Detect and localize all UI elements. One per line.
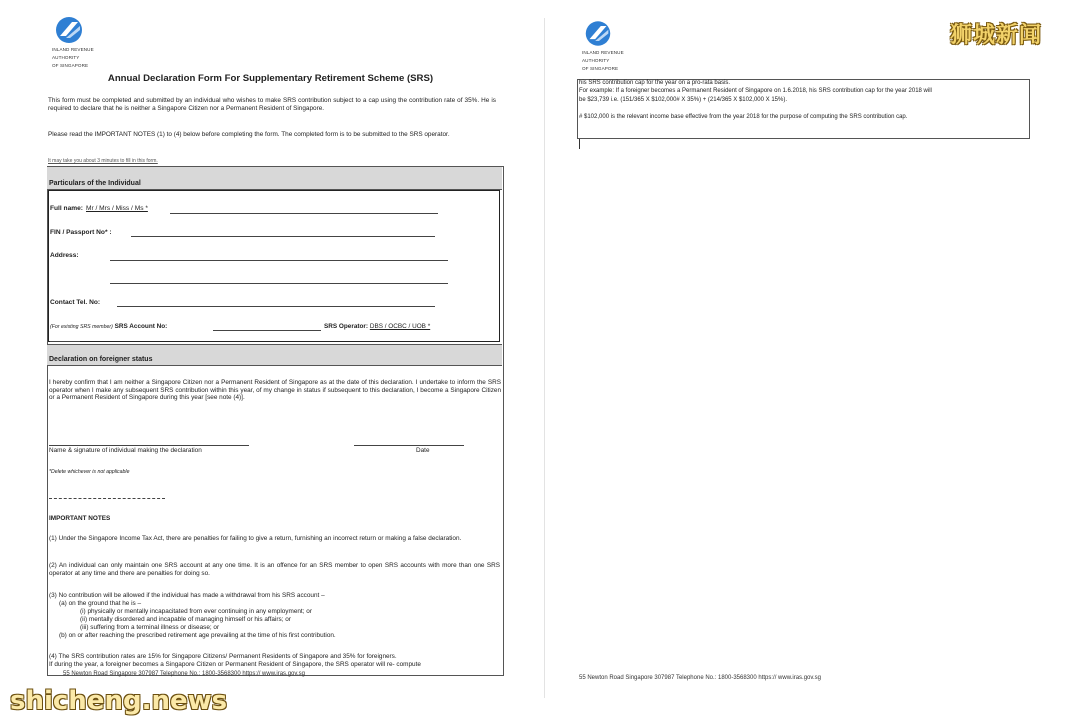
- delete-note: *Delete whichever is not applicable: [49, 469, 130, 475]
- iras-logo-page2: [582, 20, 624, 71]
- full-name-hint: Mr / Mrs / Miss / Ms *: [85, 205, 148, 212]
- page1-footer: 55 Newton Road Singapore 307987 Telephone No.: 1800-3568300 https:// www.iras.gov.sg: [63, 671, 305, 677]
- instructions-paragraph: Please read the IMPORTANT NOTES (1) to (4) below before completing the form. The completed form is to be submitted to the SRS operator.: [48, 131, 450, 138]
- srs-operator-label: SRS Operator:: [324, 323, 369, 330]
- fin-field[interactable]: [50, 229, 112, 236]
- note-2: (2) An individual can only maintain one SRS account at any one time. It is an offence for an SRS member to open SRS accounts with more than one SRS operator at any time and there are penalties for doing so.: [49, 562, 500, 577]
- signature-line[interactable]: [49, 445, 249, 446]
- srs-account-row: [50, 323, 167, 332]
- note-4b: If during the year, a foreigner becomes a Singapore Citizen or Permanent Resident of Singapore, the SRS operator will re- compute: [49, 661, 421, 668]
- page2-line-3: be $23,739 i.e. (151/365 X $102,000# X 35%) + (214/365 X $102,000 X 15%).: [579, 97, 787, 103]
- iras-logo-icon: [52, 16, 86, 44]
- form-title: Annual Declaration Form For Supplementary Retirement Scheme (SRS): [107, 73, 434, 84]
- logo-text-2: AUTHORITY: [52, 55, 80, 60]
- full-name-line[interactable]: [170, 213, 438, 214]
- logo-text-3: OF SINGAPORE: [52, 63, 89, 68]
- logo-text-3: OF SINGAPORE: [582, 66, 619, 71]
- note-4a: (4) The SRS contribution rates are 15% for Singapore Citizens/ Permanent Residents of Singapore and 35% for foreigners.: [49, 653, 397, 660]
- text-cursor: [579, 139, 580, 149]
- iras-logo-icon: [582, 20, 614, 47]
- srs-account-line[interactable]: [213, 330, 321, 331]
- contact-field[interactable]: [50, 299, 100, 306]
- srs-operator-options[interactable]: DBS / OCBC / UOB *: [369, 323, 431, 330]
- note-3a: (a) on the ground that he is –: [59, 600, 142, 607]
- watermark-bottom-left: shicheng.news: [10, 686, 228, 716]
- address-field[interactable]: [50, 252, 79, 259]
- contact-label: Contact Tel. No:: [50, 299, 101, 306]
- srs-operator-row[interactable]: [324, 323, 430, 331]
- full-name-field[interactable]: [50, 205, 148, 212]
- section-particulars-header: [47, 166, 502, 190]
- logo-text-2: AUTHORITY: [582, 58, 610, 63]
- srs-account-label: SRS Account No:: [114, 323, 168, 330]
- address-line-2[interactable]: [110, 283, 448, 284]
- watermark-top-right: 狮城新闻: [950, 23, 1043, 48]
- signature-label: Name & signature of individual making the declaration: [49, 447, 202, 454]
- section-declaration-title: Declaration on foreigner status: [49, 356, 153, 363]
- note-1: (1) Under the Singapore Income Tax Act, there are penalties for failing to give a return, furnishing an incorrect return or making a false declaration.: [49, 535, 462, 542]
- page2-line-4: # $102,000 is the relevant income base effective from the year 2018 for the purpose of computing the SRS contribution cap.: [579, 114, 908, 120]
- page2-footer: 55 Newton Road Singapore 307987 Telephone No.: 1800-3568300 https:// www.iras.gov.sg: [579, 675, 821, 681]
- note-3b: (b) on or after reaching the prescribed retirement age prevailing at the time of his first contribution.: [59, 632, 336, 639]
- page2-line-1: his SRS contribution cap for the year on a pro-rata basis.: [579, 80, 731, 86]
- existing-member-note: (For existing SRS member): [50, 324, 113, 330]
- fin-line[interactable]: [131, 236, 435, 237]
- contact-line[interactable]: [117, 306, 435, 307]
- declaration-text: I hereby confirm that I am neither a Singapore Citizen nor a Permanent Resident of Singapore as at the date of this declaration. I undertake to inform the SRS operator when I make any subsequent SRS contribution within this year, of my change in status if subsequent to this declaration, I become a Singapore Citizen or a Permanent Resident of Singapore during this year [see note (4)].: [49, 379, 501, 402]
- logo-text-1: INLAND REVENUE: [52, 47, 94, 52]
- address-line-1[interactable]: [110, 260, 448, 261]
- iras-logo: [52, 16, 94, 68]
- notes-title: IMPORTANT NOTES: [49, 515, 111, 522]
- date-label: Date: [416, 447, 430, 454]
- note-3a-iii: (iii) suffering from a terminal illness or disease; or: [80, 624, 220, 631]
- note-3: (3) No contribution will be allowed if the individual has made a withdrawal from his SRS account –: [49, 592, 325, 599]
- section-declaration-header: [47, 344, 502, 366]
- page-divider: [544, 18, 545, 698]
- note-3a-i: (i) physically or mentally incapacitated from ever continuing in any employment; or: [80, 608, 312, 615]
- full-name-label: Full name:: [50, 205, 83, 212]
- logo-text-1: INLAND REVENUE: [582, 50, 624, 55]
- fin-label: FIN / Passport No* :: [50, 229, 112, 236]
- time-note: It may take you about 3 minutes to fill in this form.: [48, 158, 158, 164]
- section-particulars-title: Particulars of the Individual: [49, 180, 141, 187]
- intro-paragraph: This form must be completed and submitted by an individual who wishes to make SRS contribution subject to a cap using the contribution rate of 35%. He is required to declare that he is neither a Singapore Citizen nor a Permanent Resident of Singapore.: [48, 97, 496, 112]
- date-line[interactable]: [354, 445, 464, 446]
- srs-operator-overflow-line: [50, 341, 80, 342]
- page2-line-2: For example: If a foreigner becomes a Permanent Resident of Singapore on 1.6.2018, his SRS contribution cap for the year 2018 will: [579, 88, 932, 94]
- address-label: Address:: [50, 252, 79, 259]
- note-3a-ii: (ii) mentally disordered and incapable of managing himself or his affairs; or: [80, 616, 291, 623]
- notes-separator: [49, 498, 165, 499]
